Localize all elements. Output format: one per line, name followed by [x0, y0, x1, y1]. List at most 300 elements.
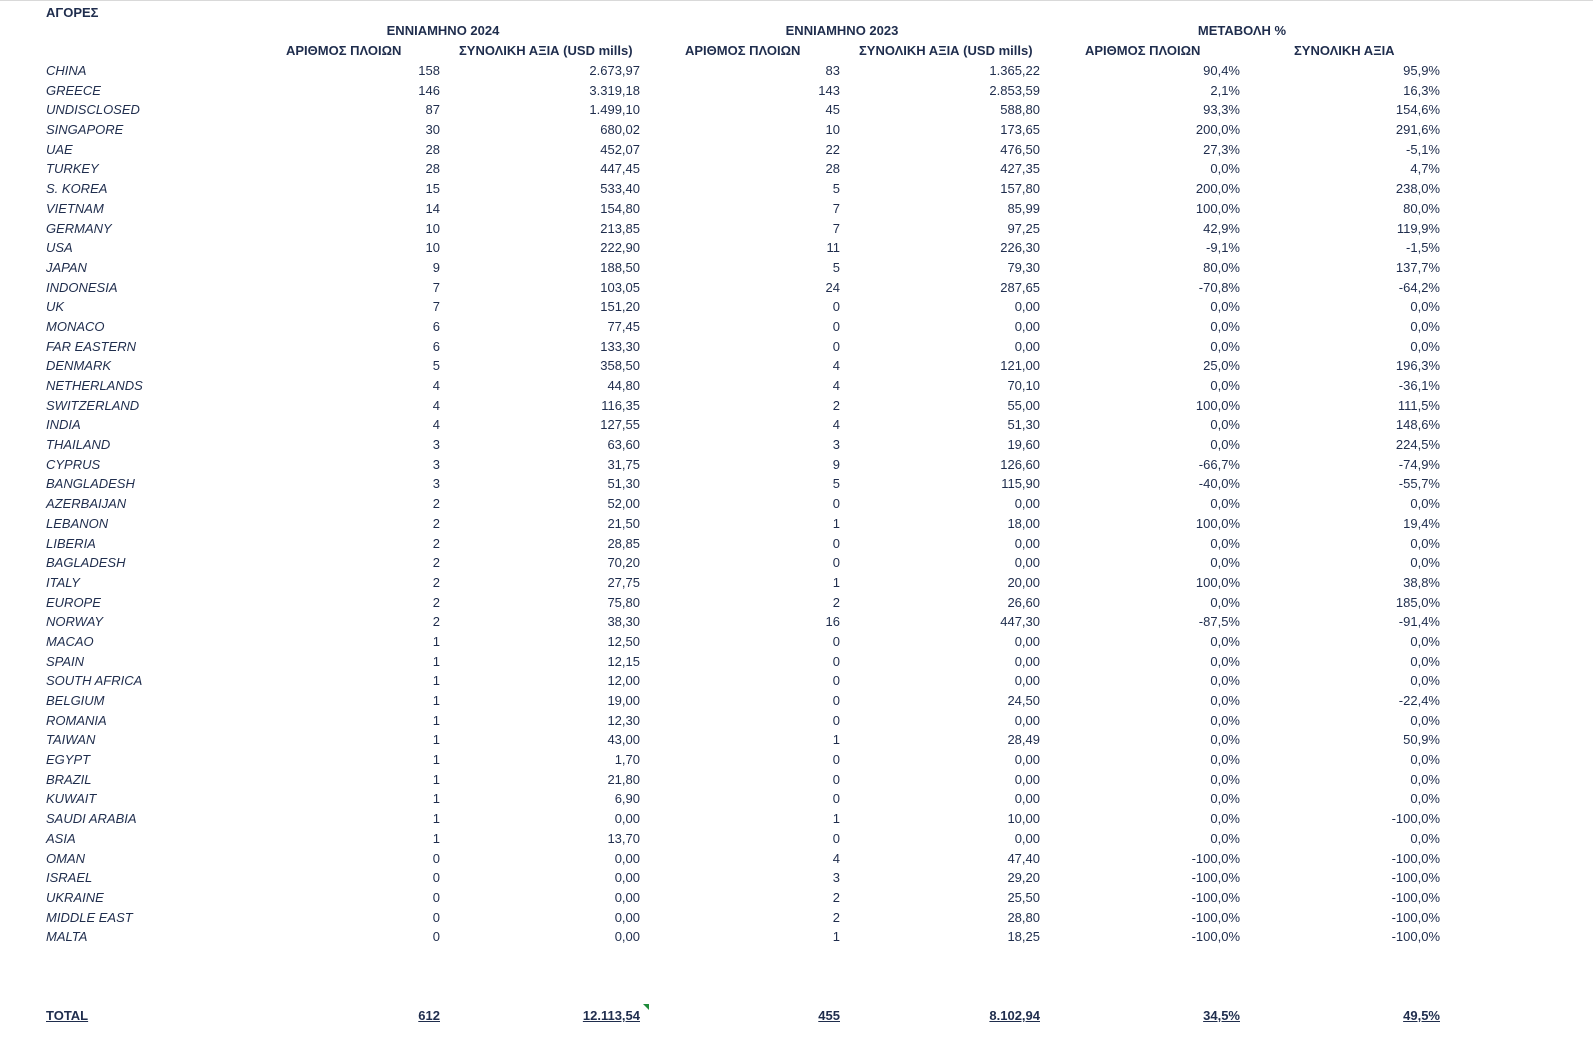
- table-row: [0, 593, 1593, 613]
- ships-change: -100,0%: [1191, 929, 1240, 945]
- value-2024: 21,50: [607, 515, 640, 531]
- table-row: [0, 553, 1593, 573]
- country-name: SINGAPORE: [46, 122, 124, 138]
- ships-2023: 0: [832, 830, 840, 846]
- total-value-change: 49,5%: [1403, 1008, 1440, 1023]
- value-2023: 0,00: [1014, 673, 1040, 689]
- ships-2023: 0: [832, 633, 840, 649]
- ships-2023: 4: [832, 358, 840, 374]
- country-name: BRAZIL: [46, 771, 92, 787]
- value-2023: 18,25: [1007, 929, 1040, 945]
- value-change: -100,0%: [1391, 929, 1440, 945]
- value-2023: 476,50: [1000, 141, 1040, 157]
- table-row: [0, 730, 1593, 750]
- ships-change: 0,0%: [1210, 496, 1240, 512]
- ships-change: 100,0%: [1195, 515, 1240, 531]
- value-2023: 0,00: [1014, 712, 1040, 728]
- country-name: DENMARK: [46, 358, 112, 374]
- value-2024: 77,45: [607, 318, 640, 334]
- value-change: 19,4%: [1403, 515, 1440, 531]
- total-ships-2023: 455: [818, 1008, 840, 1023]
- value-2023: 97,25: [1007, 220, 1040, 236]
- table-row: [0, 356, 1593, 376]
- ships-2023: 4: [832, 378, 840, 393]
- country-name: NORWAY: [46, 614, 104, 630]
- country-name: FAR EASTERN: [46, 338, 137, 354]
- value-change: 0,0%: [1410, 318, 1440, 334]
- value-2023: 588,80: [1000, 102, 1040, 118]
- col-header-ships-2024: ΑΡΙΘΜΟΣ ΠΛΟΙΩΝ: [286, 43, 402, 58]
- country-name: ASIA: [46, 830, 76, 846]
- value-2024: 0,00: [614, 929, 640, 945]
- ships-change: 0,0%: [1210, 535, 1240, 551]
- value-2023: 0,00: [1014, 299, 1040, 315]
- table-row: [0, 435, 1593, 455]
- value-change: -36,1%: [1398, 378, 1440, 393]
- country-name: KUWAIT: [46, 791, 97, 807]
- table-row: [0, 376, 1593, 396]
- ships-2023: 1: [832, 515, 840, 531]
- ships-2024: 2: [432, 574, 440, 590]
- ships-2023: 4: [832, 850, 840, 866]
- country-name: BAGLADESH: [46, 555, 126, 571]
- value-2024: 51,30: [607, 476, 640, 492]
- ships-2024: 5: [432, 358, 440, 374]
- total-ships-change: 34,5%: [1203, 1008, 1240, 1023]
- ships-2023: 0: [832, 496, 840, 512]
- country-name: SPAIN: [46, 653, 85, 669]
- ships-change: 100,0%: [1195, 574, 1240, 590]
- value-2023: 126,60: [1000, 456, 1040, 472]
- ships-2023: 5: [832, 259, 840, 275]
- value-2024: 12,30: [607, 712, 640, 728]
- value-2024: 12,00: [607, 673, 640, 689]
- ships-2023: 0: [832, 338, 840, 354]
- ships-change: 0,0%: [1210, 712, 1240, 728]
- table-row: [0, 789, 1593, 809]
- ships-change: -87,5%: [1198, 614, 1240, 630]
- value-2023: 10,00: [1007, 811, 1040, 827]
- value-2023: 2.853,59: [989, 82, 1040, 98]
- ships-2023: 2: [832, 594, 840, 610]
- country-name: OMAN: [46, 850, 85, 866]
- value-2023: 0,00: [1014, 791, 1040, 807]
- country-name: JAPAN: [46, 259, 87, 275]
- ships-2023: 1: [832, 811, 840, 827]
- country-name: USA: [46, 240, 73, 256]
- top-border: [0, 0, 1593, 1]
- value-change: 119,9%: [1396, 220, 1440, 236]
- value-2024: 43,00: [607, 732, 640, 748]
- ships-change: 200,0%: [1195, 181, 1240, 197]
- ships-2024: 28: [425, 141, 440, 157]
- table-row: [0, 455, 1593, 475]
- ships-2024: 3: [432, 476, 440, 492]
- table-row: [0, 61, 1593, 81]
- ships-2023: 0: [832, 673, 840, 689]
- ships-2024: 1: [432, 830, 440, 846]
- value-change: -100,0%: [1391, 850, 1440, 866]
- country-name: LIBERIA: [46, 535, 96, 551]
- value-2024: 133,30: [600, 338, 640, 354]
- country-name: ROMANIA: [46, 712, 107, 728]
- ships-change: 100,0%: [1195, 200, 1240, 216]
- total-value-2024: 12.113,54: [582, 1008, 640, 1023]
- ships-2024: 4: [432, 378, 440, 393]
- value-change: -91,4%: [1398, 614, 1440, 630]
- col-header-ships-2023: ΑΡΙΘΜΟΣ ΠΛΟΙΩΝ: [685, 43, 801, 58]
- table-row: [0, 219, 1593, 239]
- ships-2023: 0: [832, 555, 840, 571]
- value-2023: 0,00: [1014, 771, 1040, 787]
- value-2024: 21,80: [607, 771, 640, 787]
- ships-change: 0,0%: [1210, 673, 1240, 689]
- table-row: [0, 297, 1593, 317]
- value-change: -74,9%: [1398, 456, 1440, 472]
- value-2024: 38,30: [607, 614, 640, 630]
- value-change: 0,0%: [1410, 791, 1440, 807]
- ships-change: 0,0%: [1210, 318, 1240, 334]
- ships-2024: 3: [432, 456, 440, 472]
- country-name: INDIA: [46, 417, 81, 433]
- value-change: 0,0%: [1410, 830, 1440, 846]
- table-row: [0, 159, 1593, 179]
- value-change: 291,6%: [1395, 122, 1440, 138]
- value-change: 0,0%: [1410, 653, 1440, 669]
- value-change: 0,0%: [1410, 535, 1440, 551]
- ships-2023: 143: [818, 82, 840, 98]
- value-2024: 63,60: [607, 437, 640, 453]
- value-2024: 6,90: [614, 791, 640, 807]
- ships-change: 27,3%: [1203, 141, 1240, 157]
- ships-2024: 7: [432, 299, 440, 315]
- ships-2023: 2: [832, 909, 840, 925]
- table-row: [0, 317, 1593, 337]
- value-2024: 19,00: [607, 693, 640, 708]
- value-2023: 157,80: [1000, 181, 1040, 197]
- value-2023: 25,50: [1007, 889, 1040, 905]
- ships-2024: 146: [418, 82, 440, 98]
- value-change: 50,9%: [1403, 732, 1440, 748]
- value-change: -1,5%: [1406, 240, 1440, 256]
- country-name: THAILAND: [46, 437, 111, 453]
- country-name: MONACO: [46, 318, 105, 334]
- ships-2024: 14: [425, 200, 440, 216]
- ships-2023: 24: [825, 279, 840, 295]
- value-2024: 151,20: [600, 299, 640, 315]
- ships-change: 0,0%: [1210, 161, 1240, 177]
- ships-2023: 7: [832, 200, 840, 216]
- ships-change: 0,0%: [1210, 437, 1240, 453]
- country-name: UK: [46, 299, 65, 315]
- ships-2023: 1: [832, 929, 840, 945]
- ships-2023: 0: [832, 318, 840, 334]
- ships-2024: 2: [432, 515, 440, 531]
- ships-2024: 0: [432, 870, 440, 886]
- ships-change: 0,0%: [1210, 338, 1240, 354]
- value-2023: 173,65: [1000, 122, 1040, 138]
- value-2024: 12,50: [607, 633, 640, 649]
- table-row: [0, 534, 1593, 554]
- country-name: UNDISCLOSED: [46, 102, 140, 118]
- ships-2024: 2: [432, 496, 440, 512]
- group-header-2023: ΕΝΝΙΑΜΗΝΟ 2023: [785, 23, 899, 38]
- value-change: 0,0%: [1410, 771, 1440, 787]
- ships-change: 0,0%: [1210, 633, 1240, 649]
- table-row: [0, 612, 1593, 632]
- ships-change: -100,0%: [1191, 870, 1240, 886]
- ships-2024: 1: [432, 693, 440, 708]
- ships-2024: 1: [432, 752, 440, 768]
- country-name: VIETNAM: [46, 200, 104, 216]
- ships-2024: 2: [432, 555, 440, 571]
- country-name: ITALY: [46, 574, 80, 590]
- table-row: [0, 691, 1593, 711]
- table-row: [0, 809, 1593, 829]
- ships-2024: 4: [432, 397, 440, 413]
- ships-2023: 1: [832, 732, 840, 748]
- value-change: 0,0%: [1410, 299, 1440, 315]
- ships-2023: 0: [832, 752, 840, 768]
- ships-change: -100,0%: [1191, 850, 1240, 866]
- table-row: [0, 632, 1593, 652]
- country-name: SWITZERLAND: [46, 397, 140, 413]
- ships-2024: 10: [425, 240, 440, 256]
- ships-2023: 2: [832, 889, 840, 905]
- ships-2024: 1: [432, 811, 440, 827]
- value-change: 0,0%: [1410, 338, 1440, 354]
- table-row: [0, 337, 1593, 357]
- value-2023: 121,00: [1000, 358, 1040, 374]
- value-change: 111,5%: [1397, 397, 1440, 413]
- value-2023: 28,49: [1007, 732, 1040, 748]
- value-change: -55,7%: [1398, 476, 1440, 492]
- ships-2024: 2: [432, 614, 440, 630]
- value-2024: 70,20: [607, 555, 640, 571]
- value-change: 95,9%: [1403, 63, 1440, 78]
- ships-change: 93,3%: [1203, 102, 1240, 118]
- value-2024: 0,00: [614, 889, 640, 905]
- data-table-body: [0, 61, 1593, 947]
- ships-2023: 16: [825, 614, 840, 630]
- country-name: MIDDLE EAST: [46, 909, 133, 925]
- ships-2023: 5: [832, 181, 840, 197]
- value-2023: 226,30: [1000, 240, 1040, 256]
- value-2024: 3.319,18: [589, 82, 640, 98]
- value-2023: 0,00: [1014, 535, 1040, 551]
- sheet-title: ΑΓΟΡΕΣ: [46, 5, 99, 20]
- ships-2024: 1: [432, 771, 440, 787]
- ships-2023: 7: [832, 220, 840, 236]
- value-2024: 0,00: [614, 909, 640, 925]
- value-change: -100,0%: [1391, 909, 1440, 925]
- table-row: [0, 140, 1593, 160]
- value-2023: 0,00: [1014, 555, 1040, 571]
- value-change: -22,4%: [1398, 693, 1440, 708]
- ships-change: 2,1%: [1210, 82, 1240, 98]
- table-row: [0, 908, 1593, 928]
- group-header-2024: ΕΝΝΙΑΜΗΝΟ 2024: [386, 23, 500, 38]
- ships-2024: 6: [432, 338, 440, 354]
- value-2023: 51,30: [1007, 417, 1040, 433]
- ships-change: -9,1%: [1206, 240, 1240, 256]
- value-2024: 31,75: [607, 456, 640, 472]
- value-2023: 1.365,22: [989, 63, 1040, 78]
- ships-2023: 0: [832, 535, 840, 551]
- value-change: 4,7%: [1410, 161, 1440, 177]
- value-2024: 222,90: [600, 240, 640, 256]
- value-2024: 27,75: [607, 574, 640, 590]
- ships-change: 0,0%: [1210, 771, 1240, 787]
- ships-2023: 0: [832, 299, 840, 315]
- ships-2023: 22: [825, 141, 840, 157]
- ships-2023: 1: [832, 574, 840, 590]
- value-2024: 188,50: [600, 259, 640, 275]
- country-name: ISRAEL: [46, 870, 93, 886]
- country-name: AZERBAIJAN: [46, 496, 127, 512]
- value-2023: 28,80: [1007, 909, 1040, 925]
- ships-2023: 83: [825, 63, 840, 78]
- ships-2023: 0: [832, 653, 840, 669]
- value-2024: 116,35: [601, 397, 640, 413]
- ships-2023: 3: [832, 870, 840, 886]
- country-name: CYPRUS: [46, 456, 101, 472]
- value-2023: 287,65: [1000, 279, 1040, 295]
- value-change: 0,0%: [1410, 673, 1440, 689]
- country-name: TAIWAN: [46, 732, 96, 748]
- ships-2024: 0: [432, 929, 440, 945]
- value-2023: 115,90: [1001, 476, 1040, 492]
- ships-2024: 0: [432, 909, 440, 925]
- value-2023: 47,40: [1007, 850, 1040, 866]
- country-name: EGYPT: [46, 752, 91, 768]
- value-change: 154,6%: [1395, 102, 1440, 118]
- ships-change: -100,0%: [1191, 909, 1240, 925]
- value-2024: 13,70: [607, 830, 640, 846]
- group-header-change: ΜΕΤΑΒΟΛΗ %: [1197, 23, 1287, 38]
- country-name: MACAO: [46, 633, 94, 649]
- ships-change: -100,0%: [1191, 889, 1240, 905]
- value-2024: 1.499,10: [589, 102, 640, 118]
- value-2023: 427,35: [1000, 161, 1040, 177]
- ships-change: -66,7%: [1198, 456, 1240, 472]
- table-row: [0, 100, 1593, 120]
- value-2023: 24,50: [1007, 693, 1040, 708]
- table-row: [0, 258, 1593, 278]
- ships-2024: 30: [425, 122, 440, 138]
- country-name: UKRAINE: [46, 889, 104, 905]
- ships-2024: 0: [432, 850, 440, 866]
- value-2024: 0,00: [614, 811, 640, 827]
- cell-comment-marker: [643, 1004, 649, 1010]
- table-row: [0, 573, 1593, 593]
- value-change: 137,7%: [1395, 259, 1440, 275]
- value-2024: 12,15: [607, 653, 640, 669]
- value-change: -100,0%: [1391, 870, 1440, 886]
- col-header-ships-change: ΑΡΙΘΜΟΣ ΠΛΟΙΩΝ: [1085, 43, 1201, 58]
- country-name: EUROPE: [46, 594, 101, 610]
- value-2024: 1,70: [614, 752, 640, 768]
- value-2024: 52,00: [607, 496, 640, 512]
- value-change: 224,5%: [1395, 437, 1440, 453]
- table-row: [0, 396, 1593, 416]
- table-row: [0, 927, 1593, 947]
- value-2023: 0,00: [1014, 633, 1040, 649]
- ships-2023: 10: [825, 122, 840, 138]
- ships-2024: 1: [432, 791, 440, 807]
- country-name: SAUDI ARABIA: [46, 811, 137, 827]
- total-row: [0, 1006, 1593, 1026]
- ships-2024: 6: [432, 318, 440, 334]
- ships-change: 200,0%: [1195, 122, 1240, 138]
- ships-2024: 1: [432, 633, 440, 649]
- value-change: 0,0%: [1410, 712, 1440, 728]
- country-name: S. KOREA: [46, 181, 108, 197]
- value-2024: 0,00: [614, 870, 640, 886]
- ships-2024: 1: [432, 712, 440, 728]
- table-row: [0, 514, 1593, 534]
- value-change: 0,0%: [1410, 496, 1440, 512]
- value-2023: 70,10: [1007, 378, 1040, 393]
- ships-2023: 2: [832, 397, 840, 413]
- country-name: MALTA: [46, 929, 88, 945]
- ships-2024: 2: [432, 594, 440, 610]
- table-row: [0, 120, 1593, 140]
- table-row: [0, 888, 1593, 908]
- value-change: 80,0%: [1403, 200, 1440, 216]
- value-change: 196,3%: [1395, 358, 1440, 374]
- table-row: [0, 671, 1593, 691]
- table-row: [0, 415, 1593, 435]
- total-value-2023: 8.102,94: [989, 1008, 1040, 1023]
- ships-2024: 2: [432, 535, 440, 551]
- table-row: [0, 652, 1593, 672]
- value-change: 38,8%: [1403, 574, 1440, 590]
- ships-2023: 3: [832, 437, 840, 453]
- value-change: 0,0%: [1410, 555, 1440, 571]
- value-2024: 75,80: [607, 594, 640, 610]
- ships-change: 0,0%: [1210, 378, 1240, 393]
- table-row: [0, 849, 1593, 869]
- value-2023: 0,00: [1014, 496, 1040, 512]
- table-row: [0, 238, 1593, 258]
- ships-change: 0,0%: [1210, 811, 1240, 827]
- table-row: [0, 494, 1593, 514]
- value-2023: 55,00: [1007, 397, 1040, 413]
- ships-2024: 1: [432, 653, 440, 669]
- table-row: [0, 770, 1593, 790]
- table-row: [0, 278, 1593, 298]
- col-header-value-change: ΣΥΝΟΛΙΚΗ ΑΞΙΑ: [1294, 43, 1395, 58]
- value-2024: 447,45: [600, 161, 640, 177]
- ships-change: 0,0%: [1210, 653, 1240, 669]
- value-2023: 0,00: [1014, 318, 1040, 334]
- col-header-value-2023: ΣΥΝΟΛΙΚΗ ΑΞΙΑ (USD mills): [859, 43, 1033, 58]
- ships-change: 0,0%: [1210, 555, 1240, 571]
- value-2024: 103,05: [600, 279, 640, 295]
- table-row: [0, 199, 1593, 219]
- ships-2024: 1: [432, 673, 440, 689]
- value-change: 185,0%: [1395, 594, 1440, 610]
- ships-2023: 9: [832, 456, 840, 472]
- value-2023: 26,60: [1007, 594, 1040, 610]
- value-2023: 20,00: [1007, 574, 1040, 590]
- value-2024: 2.673,97: [589, 63, 640, 78]
- ships-change: 42,9%: [1203, 220, 1240, 236]
- ships-change: 90,4%: [1203, 63, 1240, 78]
- value-2023: 18,00: [1007, 515, 1040, 531]
- ships-change: 0,0%: [1210, 417, 1240, 433]
